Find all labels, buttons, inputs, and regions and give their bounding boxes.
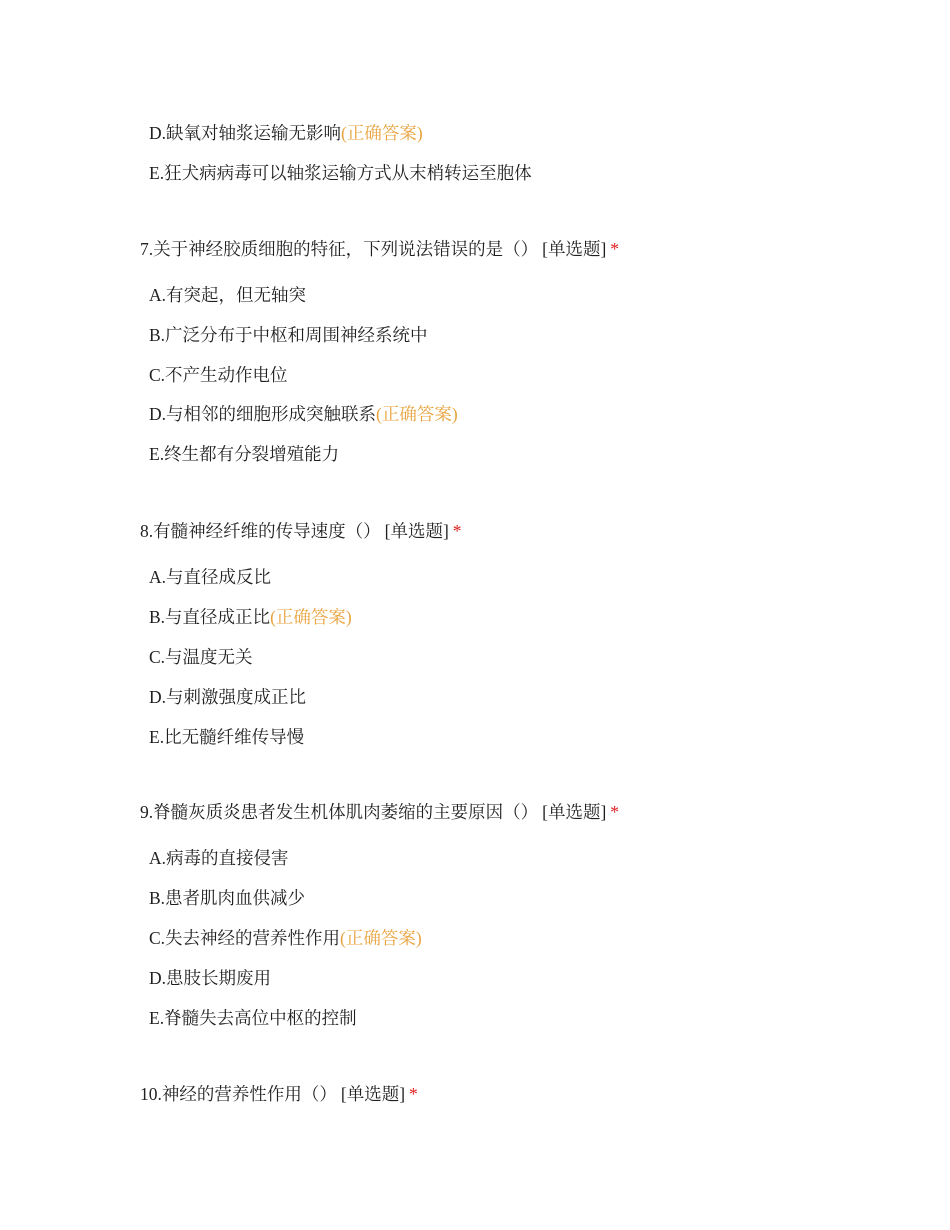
option-text: B.广泛分布于中枢和周围神经系统中 — [149, 325, 428, 345]
correct-answer-mark: (正确答案) — [341, 123, 423, 143]
option-text: E.终生都有分裂增殖能力 — [149, 444, 340, 464]
question-type-tag: [单选题] — [542, 239, 607, 259]
required-mark: * — [452, 521, 462, 541]
option-6-d — [149, 121, 423, 145]
option-text: C.与温度无关 — [149, 647, 253, 667]
question-type-tag: [单选题] — [384, 521, 449, 541]
option-text: D.缺氧对轴浆运输无影响 — [149, 123, 342, 143]
option-7-a — [149, 283, 306, 307]
option-text: C.失去神经的营养性作用 — [149, 928, 341, 948]
option-8-d — [149, 685, 306, 709]
option-text: B.患者肌肉血供减少 — [149, 888, 306, 908]
option-9-c — [149, 926, 422, 950]
option-text: D.与刺激强度成正比 — [149, 687, 307, 707]
option-text: A.病毒的直接侵害 — [149, 848, 289, 868]
option-9-e — [149, 1006, 357, 1030]
question-text: 9.脊髓灰质炎患者发生机体肌肉萎缩的主要原因（） — [140, 802, 539, 822]
question-title — [140, 1082, 418, 1106]
option-text: D.患肢长期废用 — [149, 968, 272, 988]
option-text: B.与直径成正比 — [149, 607, 271, 627]
option-text: D.与相邻的细胞形成突触联系 — [149, 404, 377, 424]
question-title — [140, 519, 462, 543]
option-7-d — [149, 402, 458, 426]
question-title — [140, 237, 619, 261]
option-text: E.脊髓失去高位中枢的控制 — [149, 1008, 357, 1028]
option-7-c — [149, 363, 288, 387]
question-text: 7.关于神经胶质细胞的特征，下列说法错误的是（） — [140, 239, 539, 259]
correct-answer-mark: (正确答案) — [270, 607, 352, 627]
option-6-e — [149, 161, 532, 185]
question-text: 8.有髓神经纤维的传导速度（） — [140, 521, 381, 541]
question-text: 10.神经的营养性作用（） — [140, 1084, 337, 1104]
option-9-b — [149, 886, 305, 910]
required-mark: * — [610, 239, 620, 259]
correct-answer-mark: (正确答案) — [376, 404, 458, 424]
option-text: A.有突起，但无轴突 — [149, 285, 307, 305]
correct-answer-mark: (正确答案) — [340, 928, 422, 948]
question-type-tag: [单选题] — [340, 1084, 406, 1104]
option-8-b — [149, 605, 352, 629]
option-text: A.与直径成反比 — [149, 567, 272, 587]
option-8-a — [149, 565, 271, 589]
option-text: E.狂犬病病毒可以轴浆运输方式从末梢转运至胞体 — [149, 163, 532, 183]
required-mark: * — [610, 802, 620, 822]
option-8-c — [149, 645, 253, 669]
option-7-e — [149, 442, 339, 466]
required-mark: * — [409, 1084, 418, 1104]
option-8-e — [149, 725, 304, 749]
question-title — [140, 800, 619, 824]
option-9-a — [149, 846, 289, 870]
question-type-tag: [单选题] — [542, 802, 607, 822]
option-7-b — [149, 323, 428, 347]
option-text: E.比无髓纤维传导慢 — [149, 727, 305, 747]
option-text: C.不产生动作电位 — [149, 365, 288, 385]
option-9-d — [149, 966, 271, 990]
